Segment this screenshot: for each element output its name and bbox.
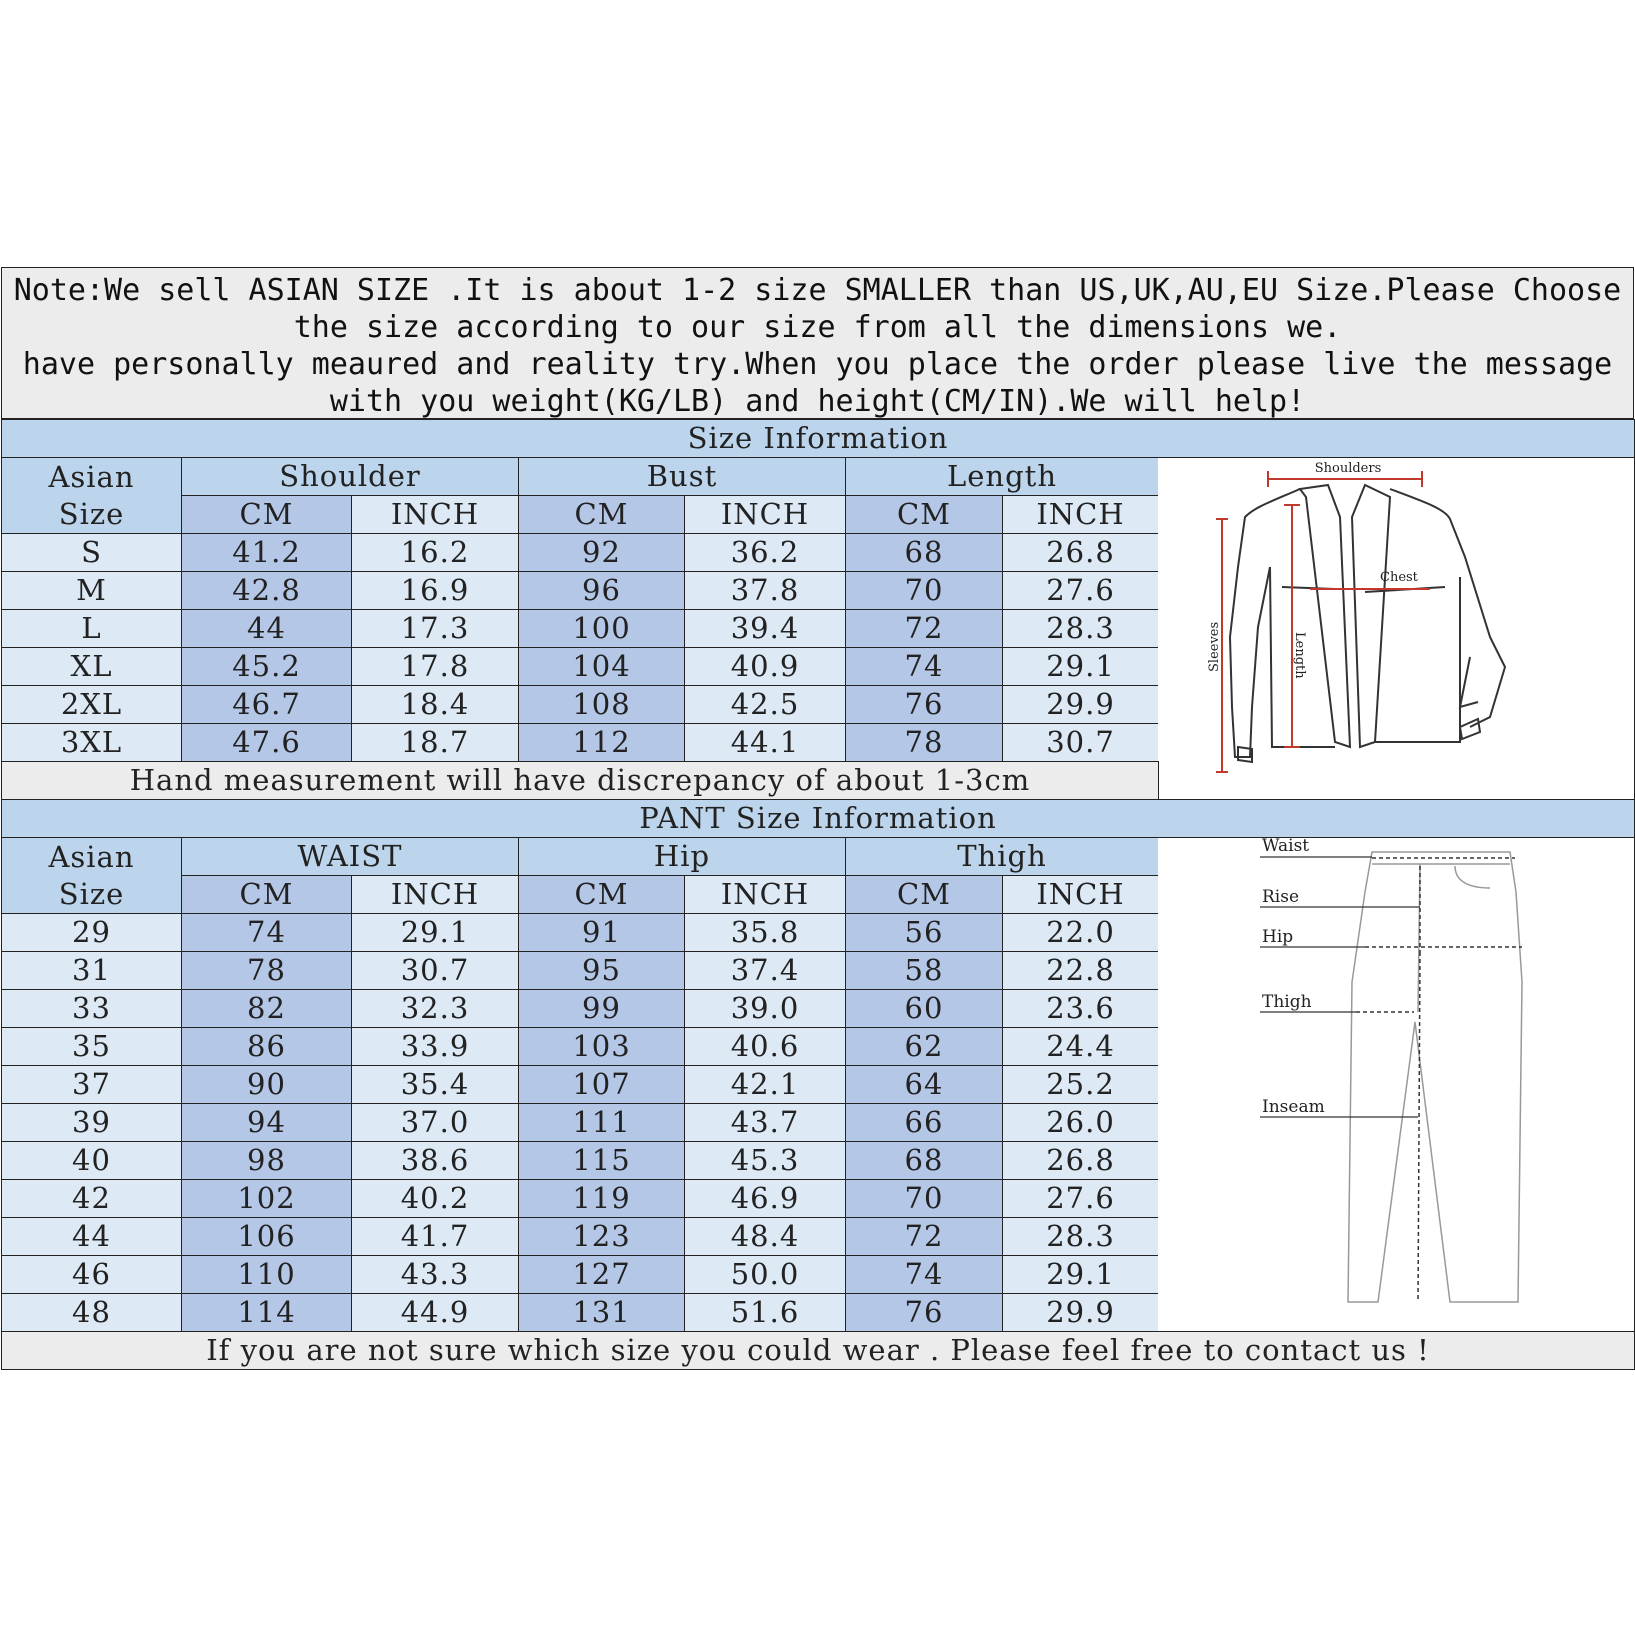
measurement-cell: 68 [845, 1141, 1003, 1180]
size-cell: 33 [1, 989, 182, 1028]
measurement-cell: 115 [518, 1141, 685, 1180]
unit-header: CM [845, 875, 1003, 914]
measurement-cell: 43.7 [684, 1103, 846, 1142]
measurement-cell: 40.2 [351, 1179, 519, 1218]
note-line: have personally meaured and reality try.When you place the order please live the message [22, 347, 1613, 382]
measurement-cell: 30.7 [351, 951, 519, 990]
measurement-cell: 42.8 [181, 571, 352, 610]
measurement-cell: 95 [518, 951, 685, 990]
measurement-cell: 68 [845, 533, 1003, 572]
measurement-cell: 111 [518, 1103, 685, 1142]
diagram-label-shoulders: Shoulders [1314, 461, 1382, 476]
size-cell: S [1, 533, 182, 572]
column-group-header: WAIST [181, 837, 519, 876]
size-header-line: Asian [48, 459, 135, 494]
measurement-cell: 42.5 [684, 685, 846, 724]
column-group-header: Hip [518, 837, 846, 876]
diagram-label-thigh: Thigh [1262, 992, 1312, 1012]
measurement-cell: 47.6 [181, 723, 352, 762]
pant-footnote: If you are not sure which size you could wear . Please feel free to contact us ! [1, 1331, 1635, 1370]
measurement-cell: 45.2 [181, 647, 352, 686]
measurement-cell: 94 [181, 1103, 352, 1142]
measurement-cell: 48.4 [684, 1217, 846, 1256]
measurement-cell: 110 [181, 1255, 352, 1294]
size-header-line: Size [58, 876, 125, 911]
measurement-cell: 44.1 [684, 723, 846, 762]
measurement-cell: 70 [845, 571, 1003, 610]
size-cell: 44 [1, 1217, 182, 1256]
measurement-cell: 18.7 [351, 723, 519, 762]
size-cell: 31 [1, 951, 182, 990]
unit-header: INCH [684, 875, 846, 914]
unit-header: CM [181, 495, 352, 534]
unit-header: CM [845, 495, 1003, 534]
pant-title: PANT Size Information [1, 799, 1635, 838]
unit-header: INCH [1002, 875, 1159, 914]
diagram-label-inseam: Inseam [1262, 1097, 1325, 1117]
measurement-cell: 35.4 [351, 1065, 519, 1104]
measurement-cell: 22.0 [1002, 913, 1159, 952]
measurement-cell: 27.6 [1002, 1179, 1159, 1218]
measurement-cell: 38.6 [351, 1141, 519, 1180]
pant-diagram [1260, 832, 1580, 1322]
diagram-label-chest: Chest [1380, 570, 1418, 585]
unit-header: INCH [351, 875, 519, 914]
size-cell: XL [1, 647, 182, 686]
measurement-cell: 37.8 [684, 571, 846, 610]
measurement-cell: 91 [518, 913, 685, 952]
measurement-cell: 46.9 [684, 1179, 846, 1218]
measurement-cell: 29.9 [1002, 685, 1159, 724]
measurement-cell: 16.9 [351, 571, 519, 610]
column-group-header: Thigh [845, 837, 1159, 876]
measurement-cell: 114 [181, 1293, 352, 1332]
jacket-diagram [1160, 457, 1550, 795]
size-cell: L [1, 609, 182, 648]
measurement-cell: 123 [518, 1217, 685, 1256]
measurement-cell: 127 [518, 1255, 685, 1294]
measurement-cell: 72 [845, 609, 1003, 648]
size-column-header [1, 457, 182, 534]
measurement-cell: 107 [518, 1065, 685, 1104]
measurement-cell: 74 [845, 647, 1003, 686]
measurement-cell: 35.8 [684, 913, 846, 952]
measurement-cell: 40.6 [684, 1027, 846, 1066]
size-column-header [1, 837, 182, 914]
measurement-cell: 29.1 [1002, 647, 1159, 686]
jacket-title: Size Information [1, 419, 1635, 458]
measurement-cell: 119 [518, 1179, 685, 1218]
measurement-cell: 92 [518, 533, 685, 572]
note-line: with you weight(KG/LB) and height(CM/IN).We will help! [329, 384, 1306, 419]
measurement-cell: 50.0 [684, 1255, 846, 1294]
measurement-cell: 78 [181, 951, 352, 990]
measurement-cell: 131 [518, 1293, 685, 1332]
measurement-cell: 43.3 [351, 1255, 519, 1294]
measurement-cell: 39.4 [684, 609, 846, 648]
measurement-cell: 16.2 [351, 533, 519, 572]
measurement-cell: 78 [845, 723, 1003, 762]
measurement-cell: 37.0 [351, 1103, 519, 1142]
measurement-cell: 106 [181, 1217, 352, 1256]
measurement-cell: 82 [181, 989, 352, 1028]
measurement-cell: 76 [845, 1293, 1003, 1332]
unit-header: INCH [684, 495, 846, 534]
size-chart [0, 267, 1635, 1367]
measurement-cell: 42.1 [684, 1065, 846, 1104]
unit-header: CM [181, 875, 352, 914]
measurement-cell: 104 [518, 647, 685, 686]
column-group-header: Bust [518, 457, 846, 496]
measurement-cell: 39.0 [684, 989, 846, 1028]
measurement-cell: 27.6 [1002, 571, 1159, 610]
size-cell: 39 [1, 1103, 182, 1142]
note-line: Note:We sell ASIAN SIZE .It is about 1-2 size SMALLER than US,UK,AU,EU Size.Please Choose [13, 273, 1622, 308]
size-cell: 46 [1, 1255, 182, 1294]
measurement-cell: 44.9 [351, 1293, 519, 1332]
measurement-cell: 26.8 [1002, 533, 1159, 572]
unit-header: INCH [351, 495, 519, 534]
measurement-cell: 108 [518, 685, 685, 724]
size-cell: 35 [1, 1027, 182, 1066]
note-line: the size according to our size from all the dimensions we. [293, 310, 1342, 345]
measurement-cell: 45.3 [684, 1141, 846, 1180]
measurement-cell: 70 [845, 1179, 1003, 1218]
size-cell: M [1, 571, 182, 610]
measurement-cell: 18.4 [351, 685, 519, 724]
measurement-cell: 74 [181, 913, 352, 952]
measurement-cell: 112 [518, 723, 685, 762]
measurement-cell: 66 [845, 1103, 1003, 1142]
measurement-cell: 26.8 [1002, 1141, 1159, 1180]
measurement-cell: 22.8 [1002, 951, 1159, 990]
measurement-cell: 103 [518, 1027, 685, 1066]
size-header-line: Asian [48, 839, 135, 874]
measurement-cell: 44 [181, 609, 352, 648]
measurement-cell: 29.9 [1002, 1293, 1159, 1332]
measurement-cell: 29.1 [1002, 1255, 1159, 1294]
measurement-cell: 28.3 [1002, 609, 1159, 648]
jacket-footnote: Hand measurement will have discrepancy of about 1-3cm [1, 761, 1159, 800]
diagram-label-sleeves: Sleeves [1207, 621, 1222, 672]
measurement-cell: 99 [518, 989, 685, 1028]
measurement-cell: 102 [181, 1179, 352, 1218]
size-cell: 40 [1, 1141, 182, 1180]
measurement-cell: 28.3 [1002, 1217, 1159, 1256]
measurement-cell: 41.2 [181, 533, 352, 572]
measurement-cell: 74 [845, 1255, 1003, 1294]
unit-header: CM [518, 875, 685, 914]
measurement-cell: 90 [181, 1065, 352, 1104]
measurement-cell: 72 [845, 1217, 1003, 1256]
measurement-cell: 46.7 [181, 685, 352, 724]
measurement-cell: 62 [845, 1027, 1003, 1066]
sizing-note [1, 267, 1634, 419]
measurement-cell: 30.7 [1002, 723, 1159, 762]
measurement-cell: 100 [518, 609, 685, 648]
measurement-cell: 58 [845, 951, 1003, 990]
measurement-cell: 33.9 [351, 1027, 519, 1066]
size-header-line: Size [58, 496, 125, 531]
diagram-label-length: Length [1292, 632, 1307, 679]
diagram-label-rise: Rise [1262, 887, 1300, 907]
measurement-cell: 17.8 [351, 647, 519, 686]
measurement-cell: 32.3 [351, 989, 519, 1028]
diagram-label-waist: Waist [1262, 836, 1310, 856]
measurement-cell: 37.4 [684, 951, 846, 990]
unit-header: INCH [1002, 495, 1159, 534]
diagram-label-hip: Hip [1262, 927, 1294, 947]
size-cell: 29 [1, 913, 182, 952]
column-group-header: Length [845, 457, 1159, 496]
measurement-cell: 56 [845, 913, 1003, 952]
measurement-cell: 24.4 [1002, 1027, 1159, 1066]
measurement-cell: 86 [181, 1027, 352, 1066]
unit-header: CM [518, 495, 685, 534]
measurement-cell: 29.1 [351, 913, 519, 952]
measurement-cell: 60 [845, 989, 1003, 1028]
measurement-cell: 96 [518, 571, 685, 610]
measurement-cell: 36.2 [684, 533, 846, 572]
measurement-cell: 64 [845, 1065, 1003, 1104]
measurement-cell: 17.3 [351, 609, 519, 648]
measurement-cell: 26.0 [1002, 1103, 1159, 1142]
measurement-cell: 40.9 [684, 647, 846, 686]
measurement-cell: 76 [845, 685, 1003, 724]
size-cell: 3XL [1, 723, 182, 762]
measurement-cell: 41.7 [351, 1217, 519, 1256]
size-cell: 42 [1, 1179, 182, 1218]
size-cell: 48 [1, 1293, 182, 1332]
size-cell: 37 [1, 1065, 182, 1104]
measurement-cell: 51.6 [684, 1293, 846, 1332]
column-group-header: Shoulder [181, 457, 519, 496]
measurement-cell: 98 [181, 1141, 352, 1180]
measurement-cell: 23.6 [1002, 989, 1159, 1028]
size-cell: 2XL [1, 685, 182, 724]
measurement-cell: 25.2 [1002, 1065, 1159, 1104]
